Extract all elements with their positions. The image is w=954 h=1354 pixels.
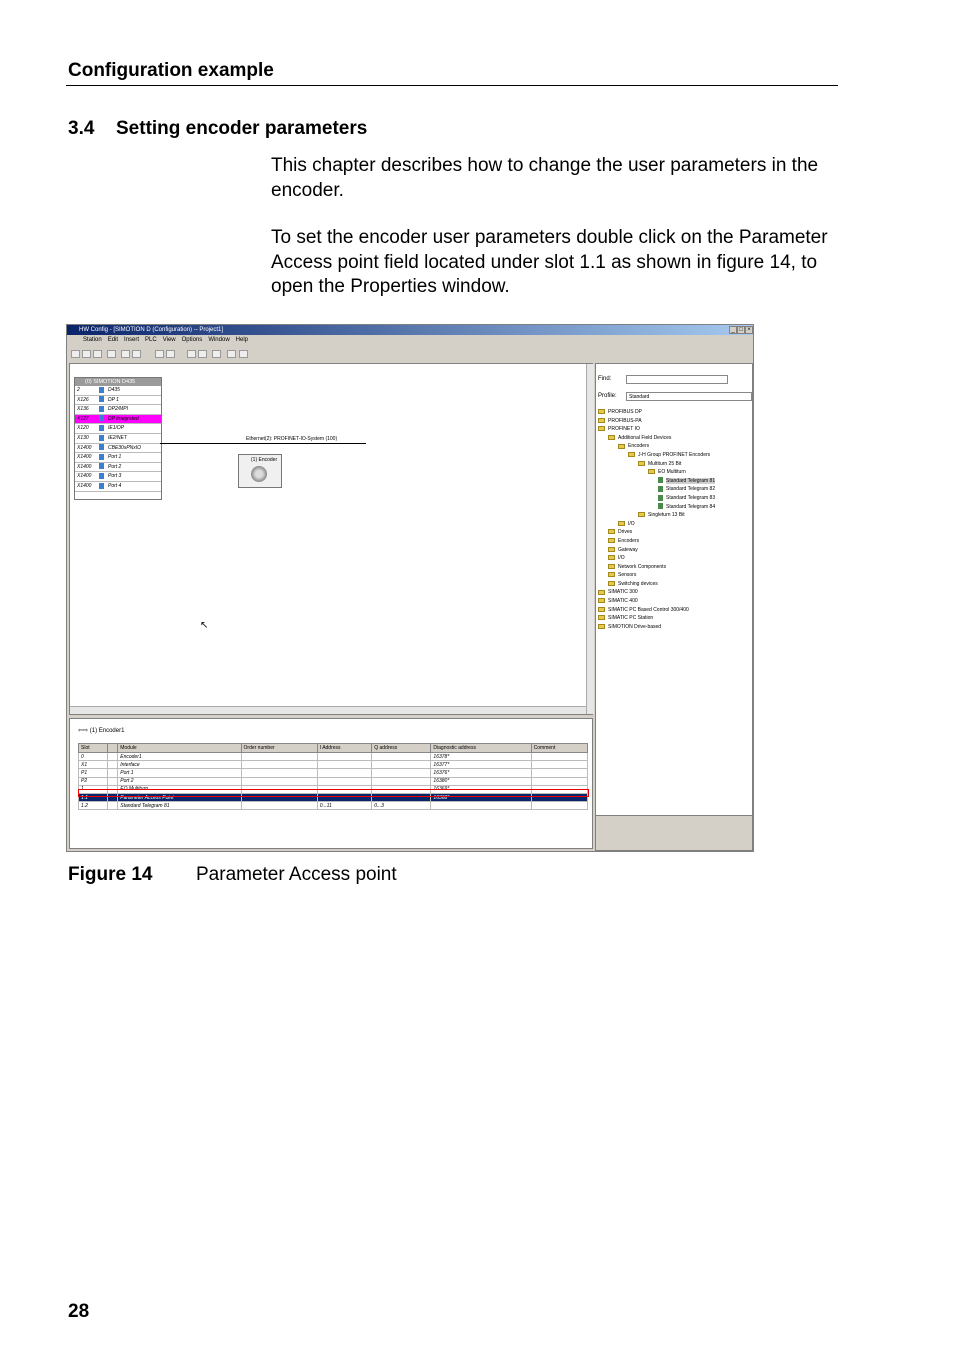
table-row[interactable] — [79, 761, 588, 769]
menu-item[interactable]: Insert — [124, 337, 140, 343]
table-cell — [241, 753, 317, 761]
catalog-tree-label: Standard Telegram 84 — [666, 503, 716, 510]
catalog-tree-label: SIMATIC PC Based Control 300/400 — [608, 606, 689, 613]
table-row[interactable] — [79, 802, 588, 810]
table-cell — [317, 753, 372, 761]
table-cell — [531, 761, 587, 769]
catalog-tree-item[interactable] — [598, 477, 752, 486]
catalog-tree-item[interactable] — [598, 588, 752, 597]
paragraph-instructions: To set the encoder user parameters double click on the Parameter Access point field located under slot 1.1 as shown in figure 14, to open the Properties window. — [271, 227, 828, 297]
module-icon — [99, 463, 104, 469]
module-icon — [658, 495, 663, 501]
table-cell — [372, 753, 431, 761]
catalog-tree-item[interactable] — [598, 494, 752, 503]
table-cell: 1.1 — [79, 793, 108, 801]
table-cell: EO Multiturn — [118, 785, 241, 793]
rack-title: (0) SIMOTION D435 — [75, 378, 161, 386]
upload-icon[interactable] — [166, 350, 175, 358]
save-icon[interactable] — [93, 350, 102, 358]
table-cell: Standard Telegram 81 — [118, 802, 241, 810]
folder-icon — [628, 452, 635, 457]
window-title: HW Config - [SIMOTION D (Configuration) -- Project1] — [79, 327, 224, 333]
catalog-tree-label: Encoders — [618, 537, 640, 544]
catalog-tree-label: J-H Group PROFINET Encoders — [638, 451, 711, 458]
window-title-bar — [67, 325, 753, 335]
module-icon — [99, 425, 104, 431]
table-row[interactable] — [79, 753, 588, 761]
table-cell — [241, 769, 317, 777]
detail-nav — [78, 727, 124, 734]
menu-item[interactable]: Options — [181, 337, 203, 343]
module-icon — [99, 454, 104, 460]
catalog-info-area — [596, 815, 752, 850]
table-cell: Port 1 — [118, 769, 241, 777]
table-cell: 16369* — [431, 785, 531, 793]
folder-icon — [608, 529, 615, 534]
catalog-tree-label: Singleturn 13 Bit — [648, 512, 685, 519]
table-header: Diagnostic address — [431, 744, 531, 753]
rack-slot-number: X1400 — [77, 473, 92, 480]
table-cell: 1 — [79, 785, 108, 793]
folder-icon — [598, 624, 605, 629]
rack-slot-row[interactable] — [75, 434, 161, 444]
catalog-tree-item[interactable] — [598, 520, 752, 529]
table-cell — [531, 753, 587, 761]
table-header: Q address — [372, 744, 431, 753]
table-cell: 1.2 — [79, 802, 108, 810]
rack-slot-number: X127 — [77, 415, 89, 422]
table-row[interactable] — [79, 777, 588, 785]
catalog-tree-label: Gateway — [618, 546, 638, 553]
catalog-tree-item[interactable] — [598, 425, 752, 434]
table-cell — [241, 777, 317, 785]
table-header: I Address — [317, 744, 372, 753]
running-header: Configuration example — [68, 60, 274, 81]
rack-slot-number: X120 — [77, 425, 89, 432]
catalog-tree-item[interactable] — [598, 408, 752, 417]
table-cell: Port 2 — [118, 777, 241, 785]
table-cell: Encoder1 — [118, 753, 241, 761]
catalog-tree-label: Standard Telegram 81 — [666, 477, 716, 484]
catalog-tree-item[interactable] — [598, 434, 752, 443]
catalog-tree-label: Standard Telegram 83 — [666, 494, 716, 501]
rack-slot-row[interactable] — [75, 472, 161, 482]
header-rule — [66, 85, 838, 86]
table-header: Module — [118, 744, 241, 753]
folder-icon — [608, 435, 615, 440]
copy-icon[interactable] — [121, 350, 130, 358]
folder-icon — [608, 547, 615, 552]
catalog-tree-item[interactable] — [598, 511, 752, 520]
catalog-tree-label: Switching devices — [618, 580, 658, 587]
forward-arrow-icon[interactable]: ⇨ — [83, 728, 89, 734]
table-cell — [241, 802, 317, 810]
table-cell — [107, 769, 118, 777]
table-header: Order number — [241, 744, 317, 753]
rack-module-name: IE2/NET — [108, 434, 127, 441]
catalog-tree — [598, 408, 752, 631]
menu-item[interactable]: Window — [208, 337, 230, 343]
module-icon — [658, 486, 663, 492]
table-cell — [317, 769, 372, 777]
close-icon[interactable]: × — [745, 326, 753, 334]
rack-slot-row[interactable] — [75, 453, 161, 463]
module-icon — [99, 435, 104, 441]
rack-module-name: DP2/MPI — [108, 406, 129, 413]
help-icon[interactable] — [227, 350, 236, 358]
new-icon[interactable] — [71, 350, 80, 358]
catalog-tree-item[interactable] — [598, 563, 752, 572]
catalog-icon[interactable] — [187, 350, 196, 358]
folder-icon — [638, 512, 645, 517]
table-cell: Parameter Access Point — [118, 793, 241, 801]
module-icon — [99, 415, 104, 421]
ethernet-label: Ethernet(2): PROFINET-IO-System (100) — [246, 436, 338, 442]
table-cell: Interface — [118, 761, 241, 769]
catalog-tree-item[interactable] — [598, 417, 752, 426]
folder-icon — [598, 607, 605, 612]
table-cell: 16378* — [431, 753, 531, 761]
table-cell: 16368* — [431, 793, 531, 801]
folder-icon — [648, 469, 655, 474]
folder-icon — [598, 426, 605, 431]
menu-item[interactable]: PLC — [145, 337, 157, 343]
module-icon — [99, 387, 104, 393]
mouse-pointer-icon: ↖ — [200, 620, 209, 631]
profile-label: Profile: — [598, 393, 617, 399]
catalog-tree-label: Additional Field Devices — [618, 434, 672, 441]
parameter-access-point-highlight — [78, 789, 589, 797]
section-heading — [68, 118, 367, 140]
table-header: Slot — [79, 744, 108, 753]
catalog-tree-item[interactable] — [598, 468, 752, 477]
table-cell — [107, 777, 118, 785]
table-cell — [372, 769, 431, 777]
rack-module-name: DP Integrated — [108, 415, 139, 422]
table-cell — [317, 777, 372, 785]
encoder-node[interactable] — [238, 454, 282, 488]
catalog-tree-label: I/O — [618, 555, 625, 562]
context-help-icon[interactable] — [239, 350, 248, 358]
module-detail-panel — [69, 718, 593, 849]
module-icon — [99, 444, 104, 450]
rack-slot-row[interactable] — [75, 415, 161, 425]
detail-nav-label: (1) Encoder1 — [89, 728, 125, 734]
find-label: Find: — [598, 376, 612, 382]
rack-slot-row[interactable] — [75, 444, 161, 454]
section-title: Setting encoder parameters — [116, 118, 368, 139]
find-input[interactable] — [626, 375, 728, 384]
catalog-tree-item[interactable] — [598, 451, 752, 460]
catalog-tree-item[interactable] — [598, 460, 752, 469]
station-canvas[interactable] — [69, 363, 593, 715]
paste-icon[interactable] — [132, 350, 141, 358]
table-cell: 16376* — [431, 769, 531, 777]
catalog-tree-label: I/O — [628, 520, 635, 527]
catalog-tree-item[interactable] — [598, 537, 752, 546]
catalog-tree-label: Network Components — [618, 563, 667, 570]
back-arrow-icon[interactable]: ⇦ — [78, 728, 84, 734]
rack-module-name: IE1/OP — [108, 425, 125, 432]
table-cell — [372, 777, 431, 785]
catalog-tree-label: Standard Telegram 82 — [666, 486, 716, 493]
rack-slot-number: X1400 — [77, 454, 92, 461]
rack-module-name: D435 — [108, 387, 120, 393]
module-icon — [658, 503, 663, 509]
folder-icon — [618, 444, 625, 449]
folder-icon — [638, 461, 645, 466]
rack-slot-row[interactable] — [75, 386, 161, 396]
table-cell: 16377* — [431, 761, 531, 769]
catalog-tree-item[interactable] — [598, 606, 752, 615]
table-cell — [531, 802, 587, 810]
rack-slot-number: X1400 — [77, 463, 92, 470]
catalog-tree-label: EO Multiturn — [658, 469, 686, 476]
catalog-tree-label: PROFINET IO — [608, 426, 640, 433]
network-icon[interactable] — [198, 350, 207, 358]
module-table — [78, 743, 588, 810]
table-cell: P1 — [79, 769, 108, 777]
rack-slot-number: X1400 — [77, 444, 92, 451]
catalog-tree-item[interactable] — [598, 597, 752, 606]
catalog-tree-item[interactable] — [598, 442, 752, 451]
module-icon — [99, 473, 104, 479]
window-icon[interactable] — [212, 350, 221, 358]
table-cell: 0...11 — [317, 802, 372, 810]
menu-item[interactable]: Help — [235, 337, 248, 343]
catalog-tree-label: PROFIBUS DP — [608, 409, 642, 415]
table-cell: 0 — [79, 753, 108, 761]
module-icon — [99, 396, 104, 402]
ethernet-line[interactable] — [160, 443, 366, 444]
rack-slot-number: X136 — [77, 406, 89, 413]
catalog-tree-item[interactable] — [598, 485, 752, 494]
catalog-tree-label: SIMATIC 300 — [608, 589, 638, 596]
rack-slot-number: X1400 — [77, 482, 92, 489]
catalog-tree-label: Sensors — [618, 572, 637, 579]
table-cell — [531, 777, 587, 785]
table-cell — [431, 802, 531, 810]
catalog-tree-label: Encoders — [628, 443, 650, 450]
catalog-tree-item[interactable] — [598, 623, 752, 632]
rack-slot-number: 2 — [77, 387, 80, 393]
table-cell — [107, 761, 118, 769]
table-cell — [241, 761, 317, 769]
open-icon[interactable] — [82, 350, 91, 358]
folder-icon — [598, 615, 605, 620]
menu-item[interactable]: View — [162, 337, 176, 343]
table-cell: X1 — [79, 761, 108, 769]
profile-select[interactable]: Standard — [626, 392, 752, 401]
module-icon — [658, 477, 663, 483]
table-cell: 0...3 — [372, 802, 431, 810]
rack-slot-row[interactable] — [75, 463, 161, 473]
table-header: Comment — [531, 744, 587, 753]
folder-icon — [608, 564, 615, 569]
table-cell: 16380* — [431, 777, 531, 785]
rack-module-name: Port 2 — [108, 463, 122, 470]
table-cell — [317, 761, 372, 769]
rack[interactable] — [74, 377, 162, 500]
catalog-tree-label: Multiturn 25 Bit — [648, 460, 682, 467]
folder-icon — [598, 418, 605, 423]
table-cell — [372, 761, 431, 769]
encoder-node-label: (1) Encoder — [251, 457, 278, 463]
table-row[interactable] — [79, 769, 588, 777]
module-icon — [99, 406, 104, 412]
download-icon[interactable] — [155, 350, 164, 358]
catalog-tree-item[interactable] — [598, 580, 752, 589]
folder-icon — [598, 598, 605, 603]
catalog-tree-item[interactable] — [598, 528, 752, 537]
catalog-tree-label: PROFIBUS-PA — [608, 417, 642, 424]
canvas-vertical-scrollbar[interactable] — [586, 364, 594, 714]
menu-bar — [67, 335, 753, 345]
toolbar — [67, 347, 753, 361]
rack-slot-number: X126 — [77, 396, 89, 403]
table-cell — [107, 802, 118, 810]
rack-slot-row[interactable] — [75, 405, 161, 415]
minimize-icon[interactable]: _ — [729, 326, 737, 334]
table-header — [107, 744, 118, 753]
encoder-device-icon — [251, 466, 267, 482]
rack-module-name: Port 3 — [108, 473, 122, 480]
menu-item[interactable]: Station — [83, 337, 102, 343]
rack-slot-row[interactable] — [75, 396, 161, 406]
hw-config-screenshot — [66, 324, 754, 852]
catalog-tree-label: SIMATIC PC Station — [608, 615, 654, 622]
folder-icon — [598, 590, 605, 595]
rack-module-name: Port 4 — [108, 482, 122, 489]
hardware-catalog — [595, 363, 753, 851]
print-icon[interactable] — [107, 350, 116, 358]
folder-icon — [598, 409, 605, 414]
figure-caption-text: Parameter Access point — [196, 864, 397, 885]
catalog-tree-item[interactable] — [598, 503, 752, 512]
rack-slot-row[interactable] — [75, 424, 161, 434]
catalog-tree-item[interactable] — [598, 546, 752, 555]
catalog-tree-item[interactable] — [598, 554, 752, 563]
catalog-tree-label: SIMATIC 400 — [608, 598, 638, 605]
folder-icon — [608, 538, 615, 543]
module-icon — [99, 483, 104, 489]
table-cell — [531, 769, 587, 777]
rack-module-name: CBE30xPNxIO — [108, 444, 142, 451]
paragraph-intro: This chapter describes how to change the user parameters in the encoder. — [271, 155, 819, 201]
canvas-horizontal-scrollbar[interactable] — [70, 706, 586, 714]
rack-module-name: Port 1 — [108, 454, 122, 461]
catalog-tree-label: Drives — [618, 529, 633, 536]
figure-caption — [68, 864, 397, 886]
maximize-icon[interactable]: □ — [737, 326, 745, 334]
folder-icon — [608, 581, 615, 586]
folder-icon — [608, 572, 615, 577]
folder-icon — [618, 521, 625, 526]
folder-icon — [608, 555, 615, 560]
rack-module-name: DP 1 — [108, 396, 119, 403]
section-number: 3.4 — [68, 118, 95, 139]
table-cell — [107, 753, 118, 761]
catalog-tree-item[interactable] — [598, 571, 752, 580]
page-number: 28 — [68, 1301, 90, 1322]
catalog-tree-label: SIMOTION Drive-based — [608, 623, 662, 630]
figure-label: Figure 14 — [68, 864, 153, 885]
rack-slot-row[interactable] — [75, 482, 161, 492]
catalog-tree-item[interactable] — [598, 614, 752, 623]
table-cell: P2 — [79, 777, 108, 785]
rack-slot-number: X130 — [77, 434, 89, 441]
menu-item[interactable]: Edit — [107, 337, 119, 343]
